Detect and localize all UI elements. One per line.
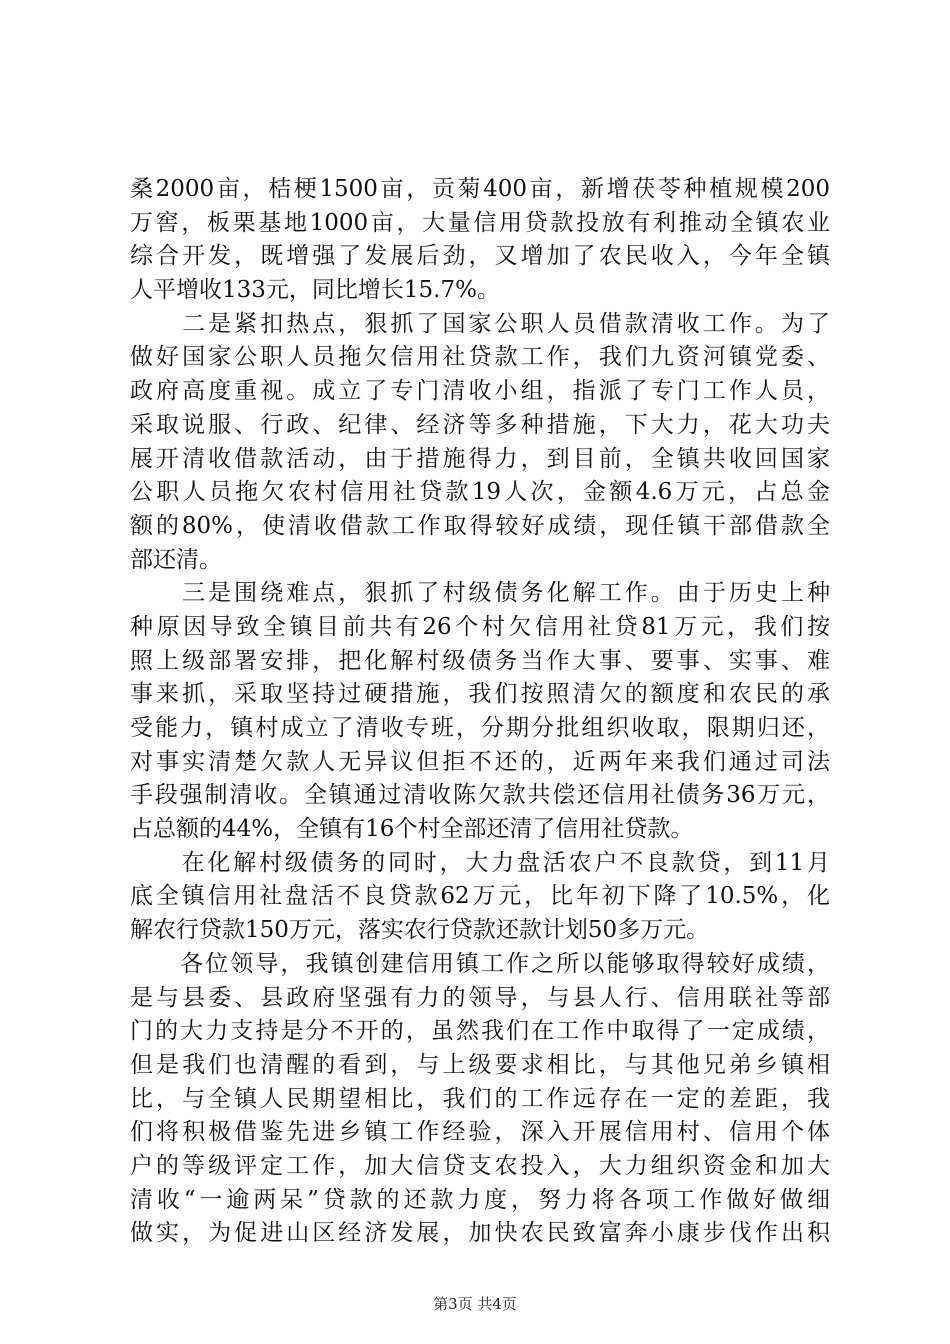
page-footer: 第3页 共4页	[433, 1295, 517, 1313]
text-line: 政府高度重视。成立了专门清收小组，指派了专门工作人员，	[130, 378, 830, 405]
text-line: 额的80%，使清收借款工作取得较好成绩，现任镇干部借款全	[130, 512, 830, 539]
text-line: 三是围绕难点，狠抓了村级债务化解工作。由于历史上种	[130, 580, 830, 607]
text-line: 是与县委、县政府坚强有力的领导，与县人行、信用联社等部	[130, 984, 830, 1011]
text-line: 比，与全镇人民期望相比，我们的工作远存在一定的差距，我	[130, 1085, 830, 1112]
text-line: 在化解村级债务的同时，大力盘活农户不良款贷，到11月	[130, 849, 830, 876]
text-line: 解农行贷款150万元，落实农行贷款还款计划50多万元。	[130, 917, 710, 944]
text-line: 户的等级评定工作，加大信贷支农投入，大力组织资金和加大	[130, 1152, 830, 1179]
text-line: 占总额的44%，全镇有16个村全部还清了信用社贷款。	[130, 816, 694, 843]
text-line: 采取说服、行政、纪律、经济等多种措施，下大力，花大功夫	[130, 411, 830, 438]
text-line: 照上级部署安排，把化解村级债务当作大事、要事、实事、难	[130, 647, 830, 674]
text-line: 做实，为促进山区经济发展，加快农民致富奔小康步伐作出积	[130, 1220, 830, 1247]
text-line: 万窖，板栗基地1000亩，大量信用贷款投放有利推动全镇农业	[130, 209, 830, 236]
body-text	[130, 173, 830, 1251]
text-line: 门的大力支持是分不开的，虽然我们在工作中取得了一定成绩，	[130, 1018, 830, 1045]
text-line: 但是我们也清醒的看到，与上级要求相比，与其他兄弟乡镇相	[130, 1051, 830, 1078]
text-line: 种原因导致全镇目前共有26个村欠信用社贷81万元，我们按	[130, 613, 830, 640]
text-line: 清收“一逾两呆”贷款的还款力度，努力将各项工作做好做细	[130, 1186, 830, 1213]
text-line: 公职人员拖欠农村信用社贷款19人次，金额4.6万元，占总金	[130, 479, 830, 506]
text-line: 人平增收133元，同比增长15.7%。	[130, 277, 500, 304]
text-line: 展开清收借款活动，由于措施得力，到目前，全镇共收回国家	[130, 445, 830, 472]
text-line: 事来抓，采取坚持过硬措施，我们按照清欠的额度和农民的承	[130, 681, 830, 708]
text-line: 手段强制清收。全镇通过清收陈欠款共偿还信用社债务36万元，	[130, 782, 830, 809]
text-line: 部还清。	[130, 546, 222, 573]
text-line: 二是紧扣热点，狠抓了国家公职人员借款清收工作。为了	[130, 310, 830, 337]
text-line: 综合开发，既增强了发展后劲，又增加了农民收入，今年全镇	[130, 243, 830, 270]
text-line: 桑2000亩，桔梗1500亩，贡菊400亩，新增茯苓种植规模200	[130, 176, 830, 202]
text-line: 底全镇信用社盘活不良贷款62万元，比年初下降了10.5%，化	[130, 883, 830, 910]
text-line: 们将积极借鉴先进乡镇工作经验，深入开展信用村、信用个体	[130, 1119, 830, 1146]
text-line: 做好国家公职人员拖欠信用社贷款工作，我们九资河镇党委、	[130, 344, 830, 371]
text-line: 受能力，镇村成立了清收专班，分期分批组织收取，限期归还，	[130, 715, 830, 741]
text-line: 各位领导，我镇创建信用镇工作之所以能够取得较好成绩，	[130, 950, 830, 977]
text-line: 对事实清楚欠款人无异议但拒不还的，近两年来我们通过司法	[130, 748, 830, 775]
